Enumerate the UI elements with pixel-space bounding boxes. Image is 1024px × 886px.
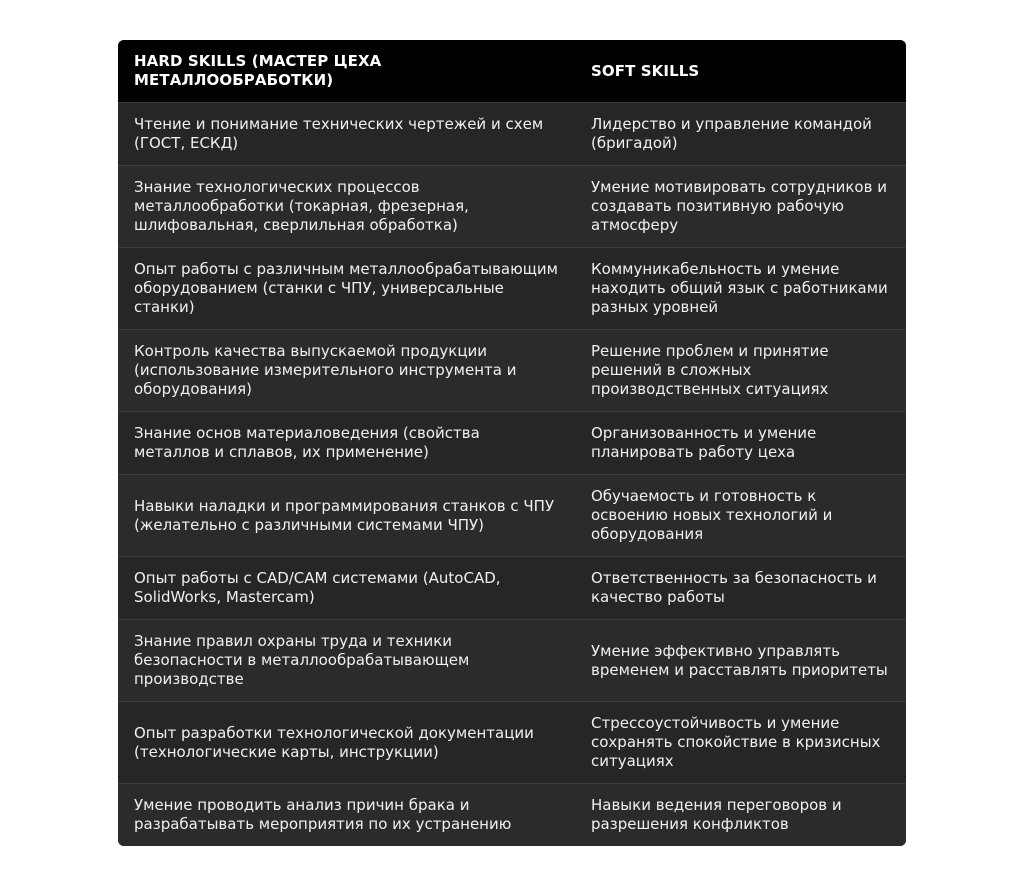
soft-skill-cell: Стрессоустойчивость и умение сохранять спокойствие в кризисных ситуациях xyxy=(575,702,906,784)
table-body xyxy=(118,103,906,847)
hard-skill-cell: Знание технологических процессов металлообработки (токарная, фрезерная, шлифовальная, сверлильная обработка) xyxy=(118,166,575,248)
soft-skill-cell: Решение проблем и принятие решений в сложных производственных ситуациях xyxy=(575,330,906,412)
table-row xyxy=(118,784,906,847)
hard-skill-cell: Знание правил охраны труда и техники безопасности в металлообрабатывающем производстве xyxy=(118,620,575,702)
hard-skill-cell: Опыт работы с CAD/CAM системами (AutoCAD, SolidWorks, Mastercam) xyxy=(118,557,575,620)
table-row xyxy=(118,103,906,166)
hard-skill-cell: Умение проводить анализ причин брака и разрабатывать мероприятия по их устранению xyxy=(118,784,575,847)
header-soft-skills: SOFT SKILLS xyxy=(575,40,906,103)
soft-skill-cell: Ответственность за безопасность и качество работы xyxy=(575,557,906,620)
table-row xyxy=(118,620,906,702)
soft-skill-cell: Навыки ведения переговоров и разрешения конфликтов xyxy=(575,784,906,847)
hard-skill-cell: Опыт работы с различным металлообрабатывающим оборудованием (станки с ЧПУ, универсальные станки) xyxy=(118,248,575,330)
header-row xyxy=(118,40,906,103)
table-row xyxy=(118,702,906,784)
table-header xyxy=(118,40,906,103)
skills-table-container xyxy=(118,40,906,846)
hard-skill-cell: Чтение и понимание технических чертежей и схем (ГОСТ, ЕСКД) xyxy=(118,103,575,166)
soft-skill-cell: Умение мотивировать сотрудников и создавать позитивную рабочую атмосферу xyxy=(575,166,906,248)
hard-skill-cell: Контроль качества выпускаемой продукции (использование измерительного инструмента и оборудования) xyxy=(118,330,575,412)
table-row xyxy=(118,248,906,330)
table-row xyxy=(118,166,906,248)
soft-skill-cell: Коммуникабельность и умение находить общий язык с работниками разных уровней xyxy=(575,248,906,330)
soft-skill-cell: Лидерство и управление командой (бригадой) xyxy=(575,103,906,166)
table-row xyxy=(118,475,906,557)
soft-skill-cell: Умение эффективно управлять временем и расставлять приоритеты xyxy=(575,620,906,702)
table-row xyxy=(118,330,906,412)
hard-skill-cell: Навыки наладки и программирования станков с ЧПУ (желательно с различными системами ЧПУ) xyxy=(118,475,575,557)
header-hard-skills: HARD SKILLS (МАСТЕР ЦЕХА МЕТАЛЛООБРАБОТКИ) xyxy=(118,40,575,103)
table-row xyxy=(118,557,906,620)
hard-skill-cell: Опыт разработки технологической документации (технологические карты, инструкции) xyxy=(118,702,575,784)
soft-skill-cell: Обучаемость и готовность к освоению новых технологий и оборудования xyxy=(575,475,906,557)
skills-table xyxy=(118,40,906,846)
soft-skill-cell: Организованность и умение планировать работу цеха xyxy=(575,412,906,475)
table-row xyxy=(118,412,906,475)
hard-skill-cell: Знание основ материаловедения (свойства металлов и сплавов, их применение) xyxy=(118,412,575,475)
